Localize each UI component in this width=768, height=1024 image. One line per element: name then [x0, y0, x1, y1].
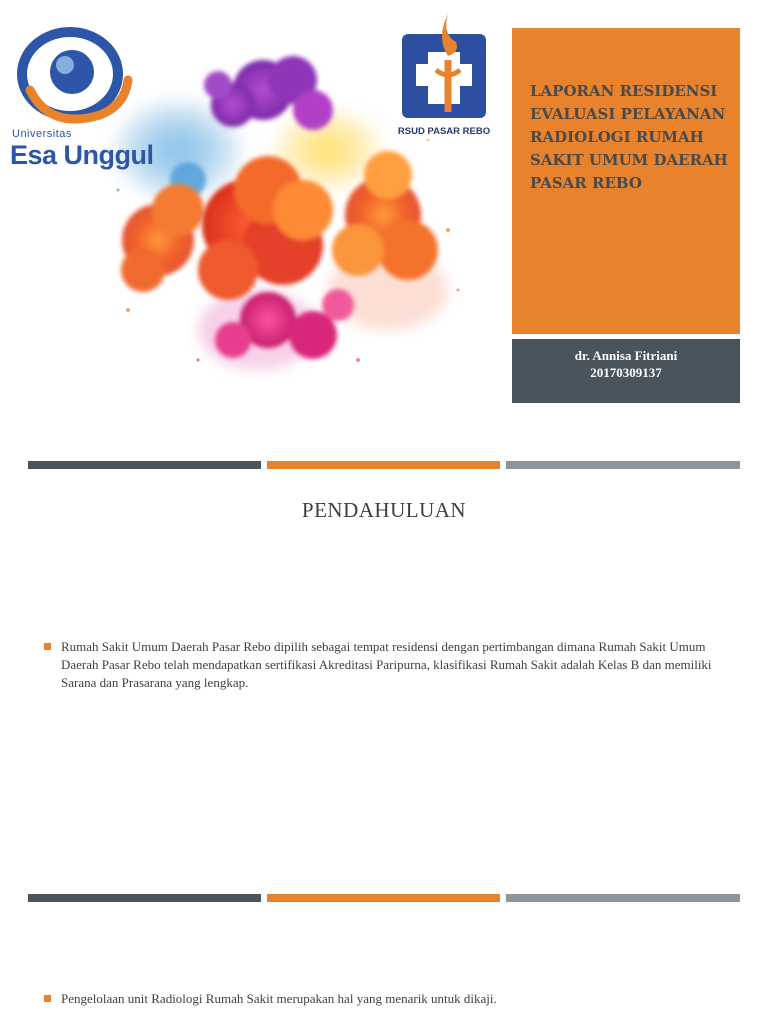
slide-divider-top — [28, 461, 740, 469]
list-item — [44, 638, 724, 698]
bullet-text: Pengelolaan unit Radiologi Rumah Sakit merupakan hal yang menarik untuk dikaji. — [61, 991, 497, 1006]
list-item — [44, 990, 724, 1012]
bullet-square-icon — [44, 643, 51, 650]
divider-bar-orange — [267, 894, 500, 902]
bullet-square-icon — [44, 995, 51, 1002]
hospital-logo — [396, 8, 492, 138]
university-emblem-icon — [10, 20, 160, 130]
divider-bar-dark — [28, 894, 261, 902]
university-logo-name: Esa Unggul — [10, 140, 154, 170]
divider-bar-grey — [506, 461, 740, 469]
author-id: 20170309137 — [590, 365, 662, 380]
slide-divider-bottom — [28, 894, 740, 902]
title-box — [512, 28, 740, 334]
university-logo-small-text: Universitas — [12, 128, 72, 140]
divider-bar-grey — [506, 894, 740, 902]
divider-bar-orange — [267, 461, 500, 469]
author-box — [512, 339, 740, 403]
hospital-emblem-icon — [396, 8, 492, 120]
university-logo — [10, 20, 160, 180]
slide-title: LAPORAN RESIDENSI EVALUASI PELAYANAN RADIOLOGI RUMAH SAKIT UMUM DAERAH PASAR REBO — [530, 82, 728, 192]
hospital-logo-label: RSUD PASAR REBO — [397, 126, 491, 137]
slide-heading: PENDAHULUAN — [301, 498, 467, 522]
bullet-text: Rumah Sakit Umum Daerah Pasar Rebo dipilih sebagai tempat residensi dengan pertimbangan dimana Rumah Sakit Umum Daerah Pasar Rebo telah mendapatkan sertifikasi Akreditasi Paripurna, klasifikasi Rumah Sakit adalah Kelas B dan memiliki Sarana dan Prasarana yang lengkap. — [61, 639, 712, 690]
title-slide — [0, 0, 768, 412]
author-name: dr. Annisa Fitriani — [574, 348, 678, 363]
divider-bar-dark — [28, 461, 261, 469]
